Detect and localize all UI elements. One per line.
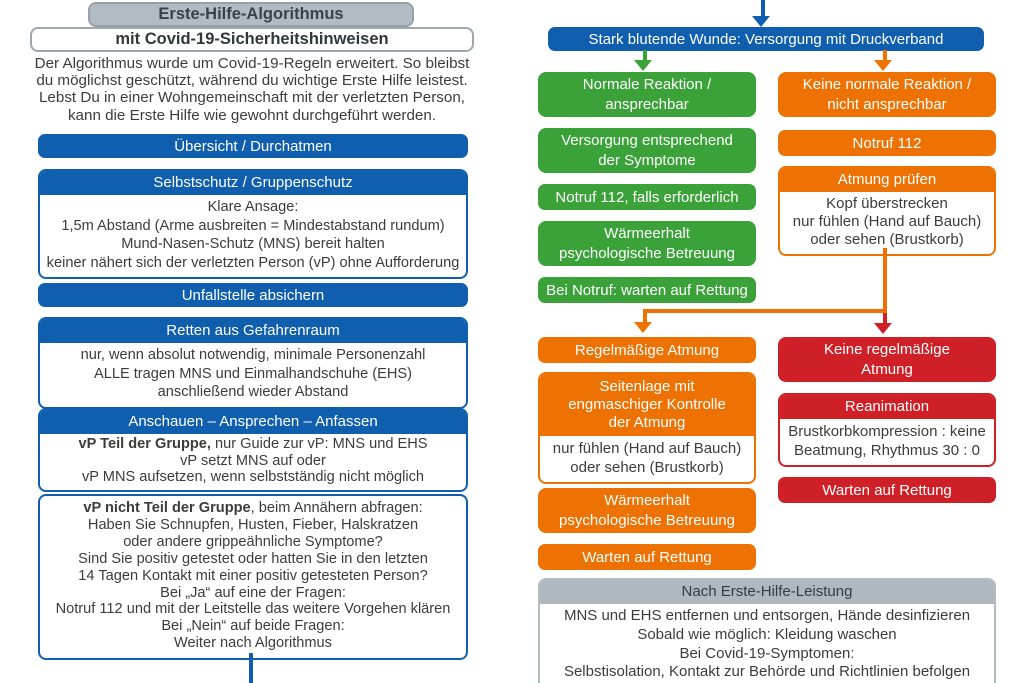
section-bar-unfallstelle-absichern: Unfallstelle absichern bbox=[38, 283, 468, 307]
box-reanimation-header: Reanimation bbox=[780, 395, 994, 419]
box-atmung-body: Kopf überstrecken nur fühlen (Hand auf Bauch) oder sehen (Brustkorb) bbox=[792, 195, 982, 248]
arrow-down-blue-icon bbox=[761, 0, 765, 17]
box-selbstschutz-gruppenschutz bbox=[38, 169, 468, 279]
box-retten-body: nur, wenn absolut notwendig, minimale Personenzahl ALLE tragen MNS und Einmalhandschuhe (EHS) anschließend wieder Abstand bbox=[80, 347, 426, 401]
box-vp-nicht-teil-der-gruppe bbox=[38, 494, 468, 660]
box-seitenlage-header: Seitenlage mit engmaschiger Kontrolle der Atmung bbox=[540, 374, 754, 436]
box-vp-line1: vP nicht Teil der Gruppe, beim Annähern abfragen: bbox=[83, 500, 423, 516]
box-reanimation-body: Brustkorbkompression : keine Beatmung, Rhythmus 30 : 0 bbox=[788, 423, 986, 459]
box-atmung-pruefen bbox=[778, 166, 996, 256]
intro-text: Der Algorithmus wurde um Covid-19-Regeln erweitert. So bleibst du möglichst geschützt, während du wichtige Erste Hilfe leistest. Lebst Du in einer Wohngemeinschaft mit der verletzten Person, kann die Erste Hilfe wie gewohnt durchgeführt werden. bbox=[34, 55, 470, 124]
node-stark-blutende-wunde: Stark blutende Wunde: Versorgung mit Druckverband bbox=[548, 27, 984, 51]
connector-orange-vertical bbox=[883, 248, 887, 311]
node-warten-auf-rettung-orange: Warten auf Rettung bbox=[538, 544, 756, 570]
poster-subtitle: mit Covid-19-Sicherheitshinweisen bbox=[30, 27, 474, 52]
section-bar-uebersicht-durchatmen: Übersicht / Durchatmen bbox=[38, 134, 468, 158]
box-nach-erste-hilfe-leistung bbox=[538, 578, 996, 683]
box-vp-body: vP nicht Teil der Gruppe, beim Annähern abfragen: Haben Sie Schnupfen, Husten, Fieber, Halskratzen oder andere grippeähnliche Symptome? Sind Sie positiv getestet oder hatten Sie in den letzten 14 Tagen Kontakt mit einer positiv getesteten Person? Bei „Ja“ auf eine der Fragen: Notruf 112 und mit der Leitstelle das weitere Vorgehen klären Bei „Nein“ auf beide Fragen: Weiter nach Algorithmus bbox=[40, 496, 466, 658]
poster-title: Erste-Hilfe-Algorithmus bbox=[88, 2, 414, 27]
box-seitenlage-body: nur fühlen (Hand auf Bauch) oder sehen (Brustkorb) bbox=[552, 440, 742, 476]
box-retten-header: Retten aus Gefahrenraum bbox=[40, 319, 466, 343]
box-footer-header: Nach Erste-Hilfe-Leistung bbox=[540, 580, 994, 604]
node-warten-auf-rettung-red: Warten auf Rettung bbox=[778, 477, 996, 503]
node-keine-normale-reaktion: Keine normale Reaktion / nicht ansprechbar bbox=[778, 72, 996, 117]
box-selbstschutz-header: Selbstschutz / Gruppenschutz bbox=[40, 171, 466, 195]
box-anschauen-ansprechen-anfassen bbox=[38, 408, 468, 492]
node-normale-reaktion: Normale Reaktion / ansprechbar bbox=[538, 72, 756, 117]
box-anschauen-header: Anschauen – Ansprechen – Anfassen bbox=[40, 410, 466, 434]
box-reanimation bbox=[778, 393, 996, 467]
node-bei-notruf-warten: Bei Notruf: warten auf Rettung bbox=[538, 277, 756, 303]
node-versorgung-symptome: Versorgung entsprechend der Symptome bbox=[538, 128, 756, 173]
arrow-head-blue-icon bbox=[752, 16, 770, 27]
node-waermeerhalt-green: Wärmeerhalt psychologische Betreuung bbox=[538, 221, 756, 266]
node-notruf-112: Notruf 112 bbox=[778, 130, 996, 156]
arrow-head-orange-icon bbox=[874, 60, 892, 71]
box-seitenlage bbox=[538, 372, 756, 484]
box-atmung-header: Atmung prüfen bbox=[780, 168, 994, 192]
arrow-head-green-icon bbox=[634, 60, 652, 71]
node-notruf-falls-erforderlich: Notruf 112, falls erforderlich bbox=[538, 184, 756, 210]
box-retten-aus-gefahrenraum bbox=[38, 317, 468, 409]
connector-orange-horizontal bbox=[643, 309, 887, 313]
node-keine-regelmaessige-atmung: Keine regelmäßige Atmung bbox=[778, 337, 996, 382]
connector-left-bottom-line bbox=[249, 653, 253, 683]
arrow-head-red-icon bbox=[874, 323, 892, 334]
arrow-head-orange2-icon bbox=[634, 322, 652, 333]
connector-orange-drop bbox=[643, 309, 647, 323]
node-regelmaessige-atmung: Regelmäßige Atmung bbox=[538, 337, 756, 363]
box-selbstschutz-body: Klare Ansage: 1,5m Abstand (Arme ausbreiten = Mindestabstand rundum) Mund-Nasen-Schutz (MNS) bereit halten keiner nähert sich der verletzten Person (vP) ohne Aufforderung bbox=[46, 199, 460, 271]
node-waermeerhalt-orange: Wärmeerhalt psychologische Betreuung bbox=[538, 488, 756, 533]
box-anschauen-body: vP Teil der Gruppe, nur Guide zur vP: MNS und EHS vP setzt MNS auf oder vP MNS aufsetzen, wenn selbstständig nicht möglich bbox=[40, 434, 466, 490]
box-anschauen-line1: vP Teil der Gruppe, nur Guide zur vP: MNS und EHS bbox=[78, 436, 428, 452]
box-footer-body: MNS und EHS entfernen und entsorgen, Hände desinfizieren Sobald wie möglich: Kleidung waschen Bei Covid-19-Symptomen: Selbstisolation, Kontakt zur Behörde und Richtlinien befolgen bbox=[563, 607, 971, 681]
